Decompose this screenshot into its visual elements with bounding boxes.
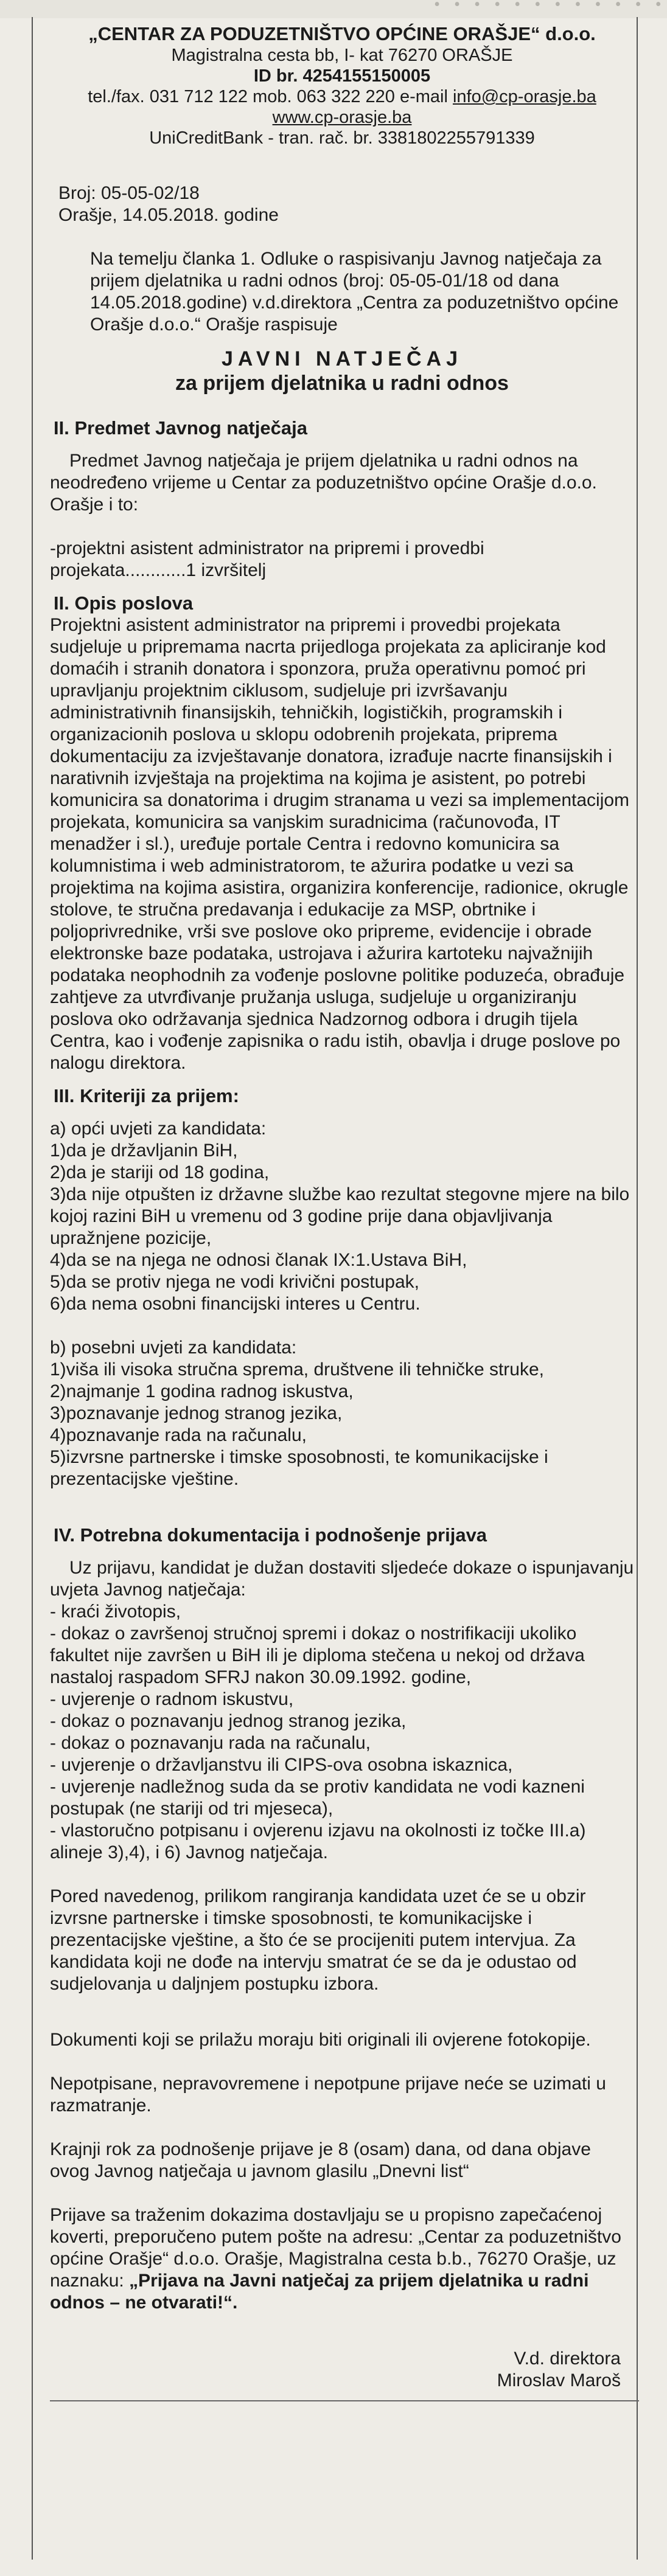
org-address: Magistralna cesta bb, I- kat 76270 ORAŠJE	[171, 46, 513, 65]
list-item: - uvjerenje o radnom iskustvu,	[50, 1689, 294, 1709]
signature-role: V.d. direktora	[514, 2349, 621, 2369]
list-item: 6)da nema osobni financijski interes u Centru.	[50, 1294, 421, 1314]
list-item: 3)da nije otpušten iz državne službe kao rezultat stegovne mjere na bilo kojoj razini BiH u vremenu od 3 godine prije dana objavljivanja upražnjene pozicije,	[50, 1184, 630, 1248]
announcement-title: JAVNI NATJEČAJ	[221, 347, 463, 370]
section-subject-text: Predmet Javnog natječaja je prijem djelatnika u radni odnos na neodređeno vrijeme u Centar za poduzetništvo općine Orašje d.o.o. Orašje i to:	[50, 451, 597, 515]
section-criteria-heading: III. Kriteriji za prijem:	[54, 1085, 239, 1106]
newspaper-masthead-fragment	[0, 0, 667, 18]
submission-paragraph	[50, 2204, 634, 2314]
documents-list	[50, 1601, 634, 1864]
list-item: - dokaz o poznavanju jednog stranog jezika,	[50, 1711, 407, 1731]
ranking-paragraph: Pored navedenog, prilikom rangiranja kandidata uzet će se u obzir izvrsne partnerske i timske sposobnosti, te komunikacijske i prezentacijske vještine, a što će se procijeniti putem intervjua. Za kandidata koji ne dođe na intervju smatrat će se da je odustao od sudjelovanja u daljnjem postupku izbora.	[50, 1886, 586, 1994]
reference-block	[58, 182, 634, 226]
list-item: - dokaz o poznavanju rada na računalu,	[50, 1733, 371, 1753]
list-item: - vlastoručno potpisanu i ovjerenu izjavu na okolnosti iz točke III.a) alineje 3),4), i 6) Javnog natječaja.	[50, 1821, 586, 1863]
ref-place-date: Orašje, 14.05.2018. godine	[58, 205, 279, 225]
org-contact	[50, 86, 634, 107]
email-link[interactable]: info@cp-orasje.ba	[452, 87, 596, 106]
list-item: 2)da je stariji od 18 godina,	[50, 1162, 270, 1182]
intro-paragraph: Na temelju članka 1. Odluke o raspisivanju Javnog natječaja za prijem djelatnika u radni odnos (broj: 05-05-01/18 od dana 14.05.2018.godine) v.d.direktora „Centra za poduzetništvo općine Orašje d.o.o.“ Orašje raspisuje	[90, 249, 619, 335]
org-website	[50, 107, 634, 128]
list-item: 4)da se na njega ne odnosi članak IX:1.Ustava BiH,	[50, 1250, 467, 1270]
signature-block	[50, 2348, 634, 2392]
documents-intro: Uz prijavu, kandidat je dužan dostaviti sljedeće dokaze o ispunjavanju uvjeta Javnog natječaja:	[50, 1558, 634, 1600]
org-bank: UniCreditBank - tran. rač. br. 3381802255791339	[149, 128, 535, 148]
section-subject-heading: II. Predmet Javnog natječaja	[54, 417, 307, 439]
signature-name: Miroslav Maroš	[497, 2370, 621, 2390]
job-announcement	[50, 18, 634, 2401]
general-conditions-intro: a) opći uvjeti za kandidata:	[50, 1119, 267, 1139]
list-item: 4)poznavanje rada na računalu,	[50, 1425, 307, 1445]
deadline-paragraph: Krajnji rok za podnošenje prijave je 8 (osam) dana, od dana objave ovog Javnog natječaja u javnom glasilu „Dnevni list“	[50, 2139, 591, 2181]
ref-number: Broj: 05-05-02/18	[58, 183, 200, 203]
org-header	[50, 23, 634, 148]
announcement-subtitle: za prijem djelatnika u radni odnos	[175, 372, 509, 395]
list-item: 5)izvrsne partnerske i timske sposobnosti, te komunikacijske i prezentacijske vještine.	[50, 1447, 548, 1489]
general-conditions-list	[50, 1140, 634, 1315]
masthead-text: · · · · · · · · · · · ·	[431, 0, 663, 18]
list-item: 1)da je državljanin BiH,	[50, 1140, 238, 1161]
originals-paragraph: Dokumenti koji se prilažu moraju biti originali ili ovjerene fotokopije.	[50, 2030, 591, 2050]
list-item: 1)viša ili visoka stručna sprema, društvene ili tehničke struke,	[50, 1359, 544, 1380]
list-item: - uvjerenje nadležnog suda da se protiv kandidata ne vodi kazneni postupak (ne stariji od tri mjeseca),	[50, 1777, 585, 1819]
list-item: 2)najmanje 1 godina radnog iskustva,	[50, 1381, 354, 1401]
section-documents-heading: IV. Potrebna dokumentacija i podnošenje prijava	[54, 1524, 487, 1546]
list-item: - uvjerenje o državljanstvu ili CIPS-ova osobna iskaznica,	[50, 1755, 513, 1775]
list-item: 3)poznavanje jednog stranog jezika,	[50, 1403, 343, 1423]
incomplete-paragraph: Nepotpisane, nepravovremene i nepotpune prijave neće se uzimati u razmatranje.	[50, 2074, 606, 2116]
section-duties-heading: II. Opis poslova	[54, 592, 194, 614]
section-duties-text: Projektni asistent administrator na pripremi i provedbi projekata sudjeluje u pripremama nacrta prijedloga projekata za apliciranje kod domaćih i stranih donatora i sponzora, pruža operativnu pomoć pri upravljanju projektnim ciklusom, sudjeluje pri izvršavanju administrativnih finansijskih, tehničkih, logističkih, programskih i organizacionih poslova u sklopu odobrenih projekata, priprema dokumentaciju za izvještavanje donatora, izrađuje nacrte finansijskih i narativnih izvještaja na projektima na kojima je asistent, po potrebi komunicira sa donatorima i drugim stranama u vezi sa implementacijom projekata, komunicira sa vanjskim suradnicima (računovođa, IT menadžer i sl.), uređuje portale Centra i redovno komunicira sa kolumnistima i web administratorom, te ažurira podatke u vezi sa projektima na kojima asistira, organizira konferencije, radionice, okrugle stolove, te stručna predavanja i edukacije za MSP, obrtnike i poljoprivrednike, vrši sve poslove oko pripreme, evidencije i obrade elektronske baze podataka, ustrojava i ažurira kartoteku najvažnijih podataka neophodnih za vođenje poslovne politike poduzeća, obrađuje zahtjeve za utvrđivanje pružanja usluga, sudjeluje u organiziranju poslova oko održavanja sjednica Nadzornog odbora i drugih tijela Centra, kao i vođenje zapisnika o radu istih, obavlja i druge poslove po nalogu direktora.	[50, 615, 630, 1073]
bottom-rule	[50, 2400, 639, 2401]
list-item: 5)da se protiv njega ne vodi krivični postupak,	[50, 1272, 420, 1292]
list-item: - dokaz o završenoj stručnoj spremi i dokaz o nostrifikaciji ukoliko fakultet nije završen u BiH ili je diploma stečena u nekoj od država nastaloj raspadom SFRJ nakon 30.09.1992. godine,	[50, 1623, 585, 1687]
special-conditions-list	[50, 1359, 634, 1490]
position-line: -projektni asistent administrator na pripremi i provedbi projekata............1 izvršitelj	[50, 538, 484, 580]
website-link[interactable]: www.cp-orasje.ba	[272, 108, 412, 127]
submission-label: „Prijava na Javni natječaj za prijem djelatnika u radni odnos – ne otvarati!“.	[50, 2271, 589, 2313]
org-id: ID br. 4254155150005	[253, 66, 431, 86]
contact-phone: tel./fax. 031 712 122 mob. 063 322 220 e-mail	[88, 87, 453, 106]
org-name: „CENTAR ZA PODUZETNIŠTVO OPĆINE ORAŠJE“ d.o.o.	[88, 23, 596, 44]
special-conditions-intro: b) posebni uvjeti za kandidata:	[50, 1338, 297, 1358]
list-item: - kraći životopis,	[50, 1602, 181, 1622]
submission-address: Prijave sa traženim dokazima dostavljaju se u propisno zapečaćenoj koverti, preporučeno putem pošte na adresu: „Centar za poduzetništvo općine Orašje“ d.o.o. Orašje, Magistralna cesta b.b., 76270 Orašje, uz naznaku:	[50, 2205, 621, 2291]
